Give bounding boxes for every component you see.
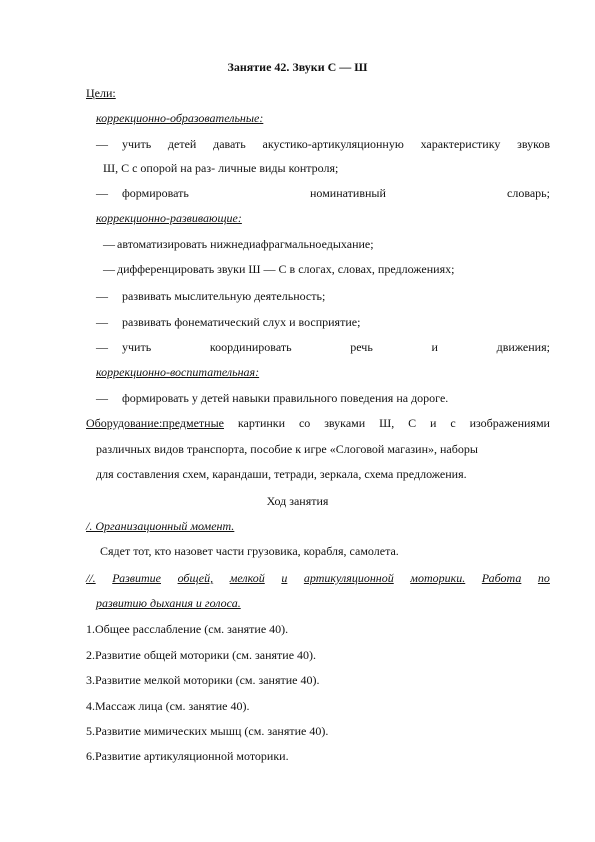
word: координировать xyxy=(209,340,292,354)
word: звуков xyxy=(517,137,550,151)
stage2-heading xyxy=(86,571,550,586)
numbered-item: 6.Развитие артикуляционной моторики. xyxy=(86,749,289,763)
word: формировать xyxy=(122,186,189,200)
word: номинативный xyxy=(310,186,386,200)
word: речь xyxy=(350,340,373,354)
word: учить xyxy=(122,137,152,151)
word: акустико-артикуляционную xyxy=(262,137,404,151)
equipment-word: изображениями xyxy=(469,416,550,430)
equipment-word: и xyxy=(430,416,437,430)
equipment-word: Ш, xyxy=(379,416,395,430)
stage2-heading-line xyxy=(86,571,550,586)
word: мелкой xyxy=(229,571,265,585)
stage1-text: Сядет тот, кто назовет части грузовика, корабля, самолета. xyxy=(100,544,399,558)
word: учить xyxy=(122,340,152,354)
equipment-word: со xyxy=(298,416,311,430)
equipment-word: картинки xyxy=(237,416,286,430)
list-item-text xyxy=(122,186,550,201)
stage1-heading: /. Организационный момент. xyxy=(86,519,235,533)
numbered-item: 1.Общее расслабление (см. занятие 40). xyxy=(86,622,289,636)
word: детей xyxy=(167,137,197,151)
word: движения; xyxy=(496,340,550,354)
list-item-text xyxy=(122,137,550,152)
equipment-word: С xyxy=(408,416,417,430)
word: артикуляционной xyxy=(303,571,394,585)
word: общей, xyxy=(177,571,214,585)
stage2-heading-continuation: развитию дыхания и голоса. xyxy=(96,596,241,610)
list-item-text: формировать у детей навыки правильного поведения на дороге. xyxy=(122,391,449,405)
equipment-line: различных видов транспорта, пособие к игре «Слоговой магазин», наборы xyxy=(96,442,478,456)
numbered-item: 2.Развитие общей моторики (см. занятие 40). xyxy=(86,648,317,662)
equipment-line xyxy=(86,416,550,431)
word: словарь; xyxy=(507,186,550,200)
list-item-text xyxy=(122,340,550,355)
word: и xyxy=(431,340,438,354)
list-item-dash: — xyxy=(103,262,115,276)
word: моторики. xyxy=(410,571,466,585)
word: Развитие xyxy=(112,571,161,585)
list-item-text: дифференцировать звуки Ш — С в слогах, словах, предложениях; xyxy=(117,262,455,276)
section-heading-upbringing: коррекционно-воспитательная: xyxy=(96,365,260,379)
goals-label: Цели: xyxy=(86,86,116,100)
list-item-dash: — xyxy=(96,391,108,405)
equipment-row xyxy=(86,416,550,431)
list-item-dash: — xyxy=(96,289,108,303)
list-item-dash: — xyxy=(96,137,108,151)
page-title: Занятие 42. Звуки С — Ш xyxy=(227,60,368,74)
list-item-dash: — xyxy=(96,340,108,354)
list-item-text: автоматизировать нижнедиафрагмальноедыхание; xyxy=(117,237,374,251)
list-item-dash: — xyxy=(103,237,115,251)
list-item-dash: — xyxy=(96,186,108,200)
word: по xyxy=(537,571,550,585)
section-heading-developmental: коррекционно-развивающие: xyxy=(96,211,242,225)
numbered-item: 5.Развитие мимических мышц (см. занятие 40). xyxy=(86,724,329,738)
section-heading-educational: коррекционно-образовательные: xyxy=(96,111,264,125)
word: давать xyxy=(213,137,246,151)
list-item-dash: — xyxy=(96,315,108,329)
equipment-word: звуками xyxy=(324,416,366,430)
word: и xyxy=(281,571,288,585)
list-item-line xyxy=(122,137,550,152)
word: Работа xyxy=(481,571,522,585)
course-heading: Ход занятия xyxy=(266,494,329,508)
word: //. xyxy=(86,571,96,585)
numbered-item: 4.Массаж лица (см. занятие 40). xyxy=(86,699,250,713)
list-item-text: развивать фонематический слух и восприятие; xyxy=(122,315,361,329)
list-item-text: развивать мыслительную деятельность; xyxy=(122,289,326,303)
list-item-continuation: Ш, С с опорой на раз- личные виды контроля; xyxy=(103,161,339,175)
numbered-item: 3.Развитие мелкой моторики (см. занятие 40). xyxy=(86,673,320,687)
word: характеристику xyxy=(420,137,501,151)
equipment-word: с xyxy=(450,416,456,430)
equipment-line: для составления схем, карандаши, тетради, зеркала, схема предложения. xyxy=(96,467,467,481)
equipment-label: Оборудование:предметные xyxy=(86,416,224,430)
